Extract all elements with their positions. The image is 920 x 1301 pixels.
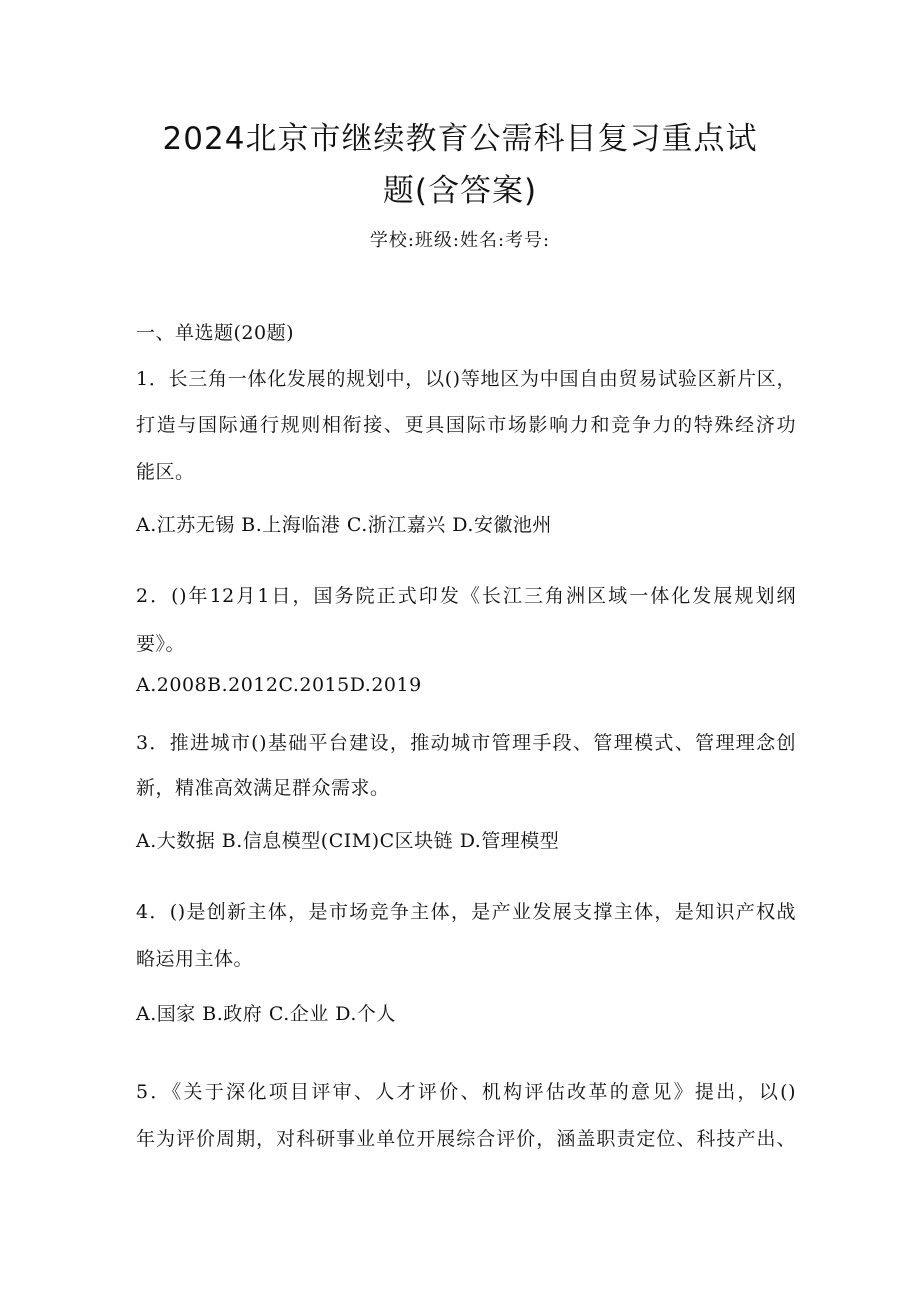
question-2-line-1: 2．()年12月1日，国务院正式印发《长江三角洲区域一体化发展规划纲: [136, 585, 796, 607]
question-1-options: A.江苏无锡 B.上海临港 C.浙江嘉兴 D.安徽池州: [136, 514, 552, 536]
question-4-line-1: 4．()是创新主体，是市场竞争主体，是产业发展支撑主体，是知识产权战: [136, 901, 796, 923]
question-2-line-2: 要》。: [136, 633, 186, 655]
student-info-line: 学校:班级:姓名:考号:: [369, 230, 551, 251]
document-title-line-2: 题(含答案): [382, 173, 538, 209]
question-1-line-3: 能区。: [136, 461, 195, 483]
question-1-line-1: 1．长三角一体化发展的规划中，以()等地区为中国自由贸易试验区新片区，: [136, 368, 796, 390]
question-3-line-1: 3．推进城市()基础平台建设，推动城市管理手段、管理模式、管理理念创: [136, 732, 796, 754]
question-3-options: A.大数据 B.信息模型(CIM)C区块链 D.管理模型: [136, 830, 560, 852]
question-5-line-1: 5．《关于深化项目评审、人才评价、机构评估改革的意见》提出，以(): [136, 1081, 796, 1103]
question-2-options: A.2008B.2012C.2015D.2019: [136, 674, 422, 696]
question-3-line-2: 新，精准高效满足群众需求。: [136, 777, 390, 799]
section-heading: 一、单选题(20题): [136, 322, 295, 344]
question-4-line-2: 略运用主体。: [136, 948, 254, 970]
question-4-options: A.国家 B.政府 C.企业 D.个人: [136, 1003, 396, 1025]
question-5-line-2: 年为评价周期，对科研事业单位开展综合评价，涵盖职责定位、科技产出、: [136, 1128, 796, 1150]
document-title-line-1: 2024北京市继续教育公需科目复习重点试: [162, 121, 758, 157]
question-1-line-2: 打造与国际通行规则相衔接、更具国际市场影响力和竞争力的特殊经济功: [136, 414, 796, 436]
